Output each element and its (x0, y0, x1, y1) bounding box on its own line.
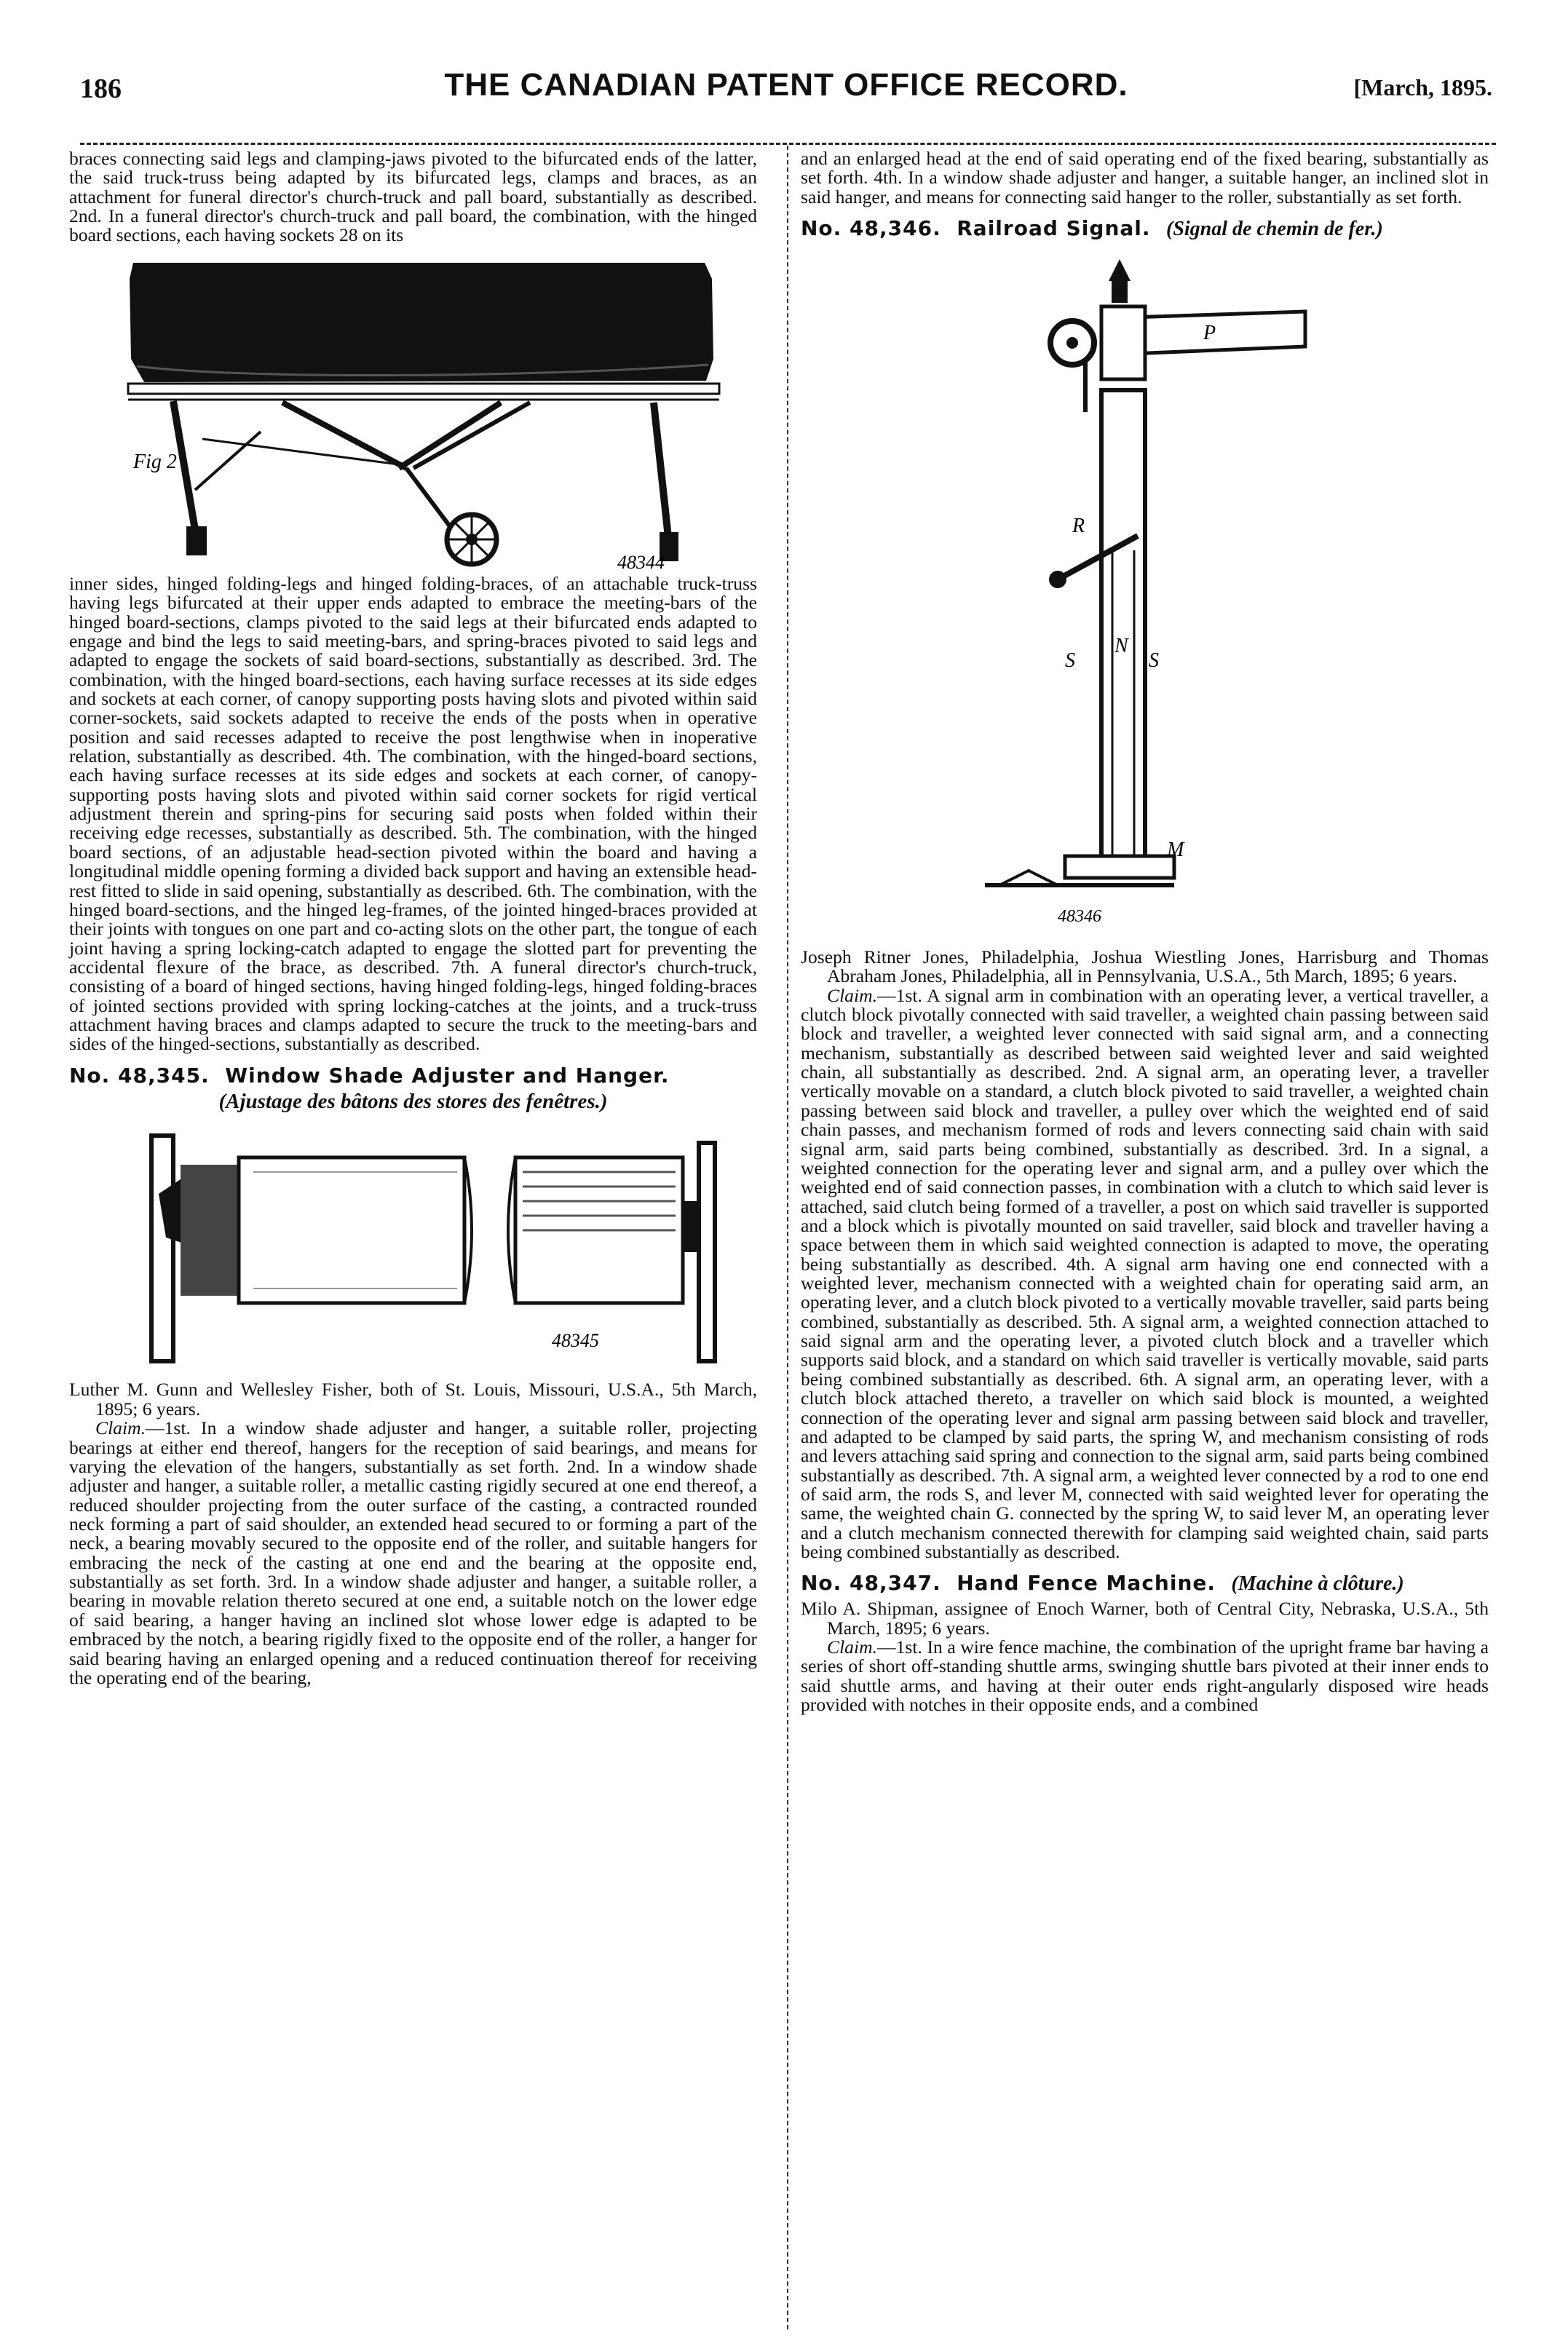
right-column (801, 149, 1489, 1714)
page-title: THE CANADIAN PATENT OFFICE RECORD. (444, 67, 1128, 103)
patent-48347-claims (801, 1638, 1489, 1714)
patent-48347-inventors: Milo A. Shipman, assignee of Enoch Warner, both of Central City, Nebraska, U.S.A., 5th March, 1895; 6 years. (801, 1598, 1489, 1639)
figure-window-shade (100, 1121, 726, 1376)
patent-title: Window Shade Adjuster and Hanger. (225, 1063, 670, 1088)
figure-number: 48345 (551, 1330, 599, 1352)
patent-french-title: (Ajustage des bâtons des stores des fenêtres.) (218, 1089, 608, 1113)
figure-funeral-truck (93, 250, 734, 570)
svg-text:M: M (1166, 838, 1184, 861)
svg-text:S: S (1064, 649, 1075, 672)
claim-label: Claim. (95, 1417, 146, 1439)
patent-44-claims-body: inner sides, hinged folding-legs and hinged folding-braces, of an attachable truck-truss having legs bifurcated at their upper ends adapted to embrace the meeting-bars of the hinged board-sections, clamps pivoted to the said legs at their bifurcated ends adapted to engage and bind the legs to said meeting-bars, and spring-braces pivoted to said legs and adapted to engage the sockets of said board-sections, substantially as described. 3rd. The combination, with the hinged board-sections, each having surface recesses at its side edges and sockets at each corner, of canopy supporting posts having slots and pivoted within said corner-sockets, said sockets adapted to receive the ends of the posts when in operative position and said recesses adapted to receive the post lengthwise when in inoperative relation, substantially as described. 4th. The combination, with the hinged-board sections, each having surface recesses at its side edges and sockets at each corner, of canopy-supporting posts having slots and pivoted within said corner sockets for rigid vertical adjustment therein and spring-pins for securing said posts when folded within their receiving edge recesses, substantially as described. 5th. The combination, with the hinged board sections, of an adjustable head-section pivoted within the board and having a longitudinal middle opening forming a divided back support and having an extensible head-rest fitted to slide in said opening, substantially as described. 6th. The combination, with the hinged board-sections, and the hinged leg-frames, of the jointed hinged-braces provided at their joints with tongues on one part and co-acting slots on the other part, the tongue of each joint having a spring locking-catch adapted to engage the slotted part for preventing the accidental flexure of the brace, as described. 7th. A funeral director's church-truck, consisting of a board of hinged sections, having hinged folding-legs, hinged folding-braces of jointed sections provided with spring locking-catches at the joints, and a truck-truss attachment having braces and clamps adapted to secure the truck to the meeting-bars and sides of the hinged-sections, substantially as described. (69, 572, 757, 1055)
figure-number: 48344 (617, 551, 665, 570)
patent-48345-heading (69, 1063, 757, 1088)
svg-text:N: N (1114, 634, 1128, 657)
patent-title: Hand Fence Machine. (957, 1571, 1216, 1596)
patent-48347-heading (801, 1573, 1489, 1595)
claim-text: —1st. In a window shade adjuster and hanger, a suitable roller, projecting bearings at either end thereof, hangers for the reception of said bearings, and means for varying the elevation of the hangers, substantially as set forth. 2nd. In a window shade adjuster and hanger, a suitable roller, a metallic casting rigidly secured at one end thereof, a reduced shoulder projecting from the outer surface of the casting, a contracted rounded neck forming a part of said shoulder, an extended head secured to or forming a part of the neck, a bearing movably secured to the opposite end of the roller, and suitable hangers for embracing the neck of the casting at one end and the bearing at the opposite end, substantially as set forth. 3rd. In a window shade adjuster and hanger, a suitable roller, a bearing in movable relation thereto secured at one end, a suitable notch on the lower edge of said bearing, a hanger having an inclined slot whose lower edge is adapted to be embraced by the notch, a bearing rigidly fixed to the opposite end of the roller, a hanger for said bearing having an enlarged opening and a reduced continuation thereof for receiving the operating end of the bearing, (69, 1417, 757, 1688)
column-divider (787, 146, 788, 2329)
patent-44-claims-continued: braces connecting said legs and clamping-jaws pivoted to the bifurcated ends of the latter, the said truck-truss being adapted by its bifurcated legs, clamps and braces, as an attachment for funeral director's church-truck and pall board, substantially as described. 2nd. In a funeral director's church-truck and pall board, the combination, with the hinged board sections, each having sockets 28 on its (69, 148, 757, 246)
page-header (80, 67, 1492, 118)
patent-48345-claims-continued: and an enlarged head at the end of said operating end of the fixed bearing, substantially as set forth. 4th. In a window shade adjuster and hanger, a suitable hanger, an inclined slot in said hanger, and means for connecting said hanger to the roller, substantially as set forth. (801, 148, 1489, 207)
patent-48346-inventors: Joseph Ritner Jones, Philadelphia, Joshua Wiestling Jones, Harrisburg and Thomas Abraham Jones, Philadelphia, all in Pennsylvania, U.S.A., 5th March, 1895; 6 years. (801, 946, 1489, 987)
figure-label: Fig 2 (132, 450, 177, 473)
header-rule (80, 143, 1496, 145)
issue-date: [March, 1895. (1353, 74, 1492, 100)
patent-48346-heading (801, 218, 1489, 240)
figure-number: 48346 (1057, 906, 1101, 926)
figure-railroad-signal (956, 245, 1334, 943)
patent-french-title: (Signal de chemin de fer.) (1166, 218, 1383, 241)
claim-label: Claim. (827, 1636, 877, 1658)
patent-title: Railroad Signal. (957, 216, 1151, 241)
patent-number: No. 48,346. (801, 216, 941, 241)
patent-number: No. 48,347. (801, 1571, 941, 1596)
page-number: 186 (80, 74, 122, 104)
svg-text:R: R (1072, 514, 1085, 537)
patent-french-title: (Machine à clôture.) (1231, 1572, 1404, 1596)
svg-text:P: P (1203, 321, 1216, 344)
patent-number: No. 48,345. (69, 1063, 210, 1088)
patent-48345-claims (69, 1419, 757, 1687)
claim-label: Claim. (827, 984, 877, 1006)
patent-48345-inventors: Luther M. Gunn and Wellesley Fisher, both of St. Louis, Missouri, U.S.A., 5th March, 1895; 6 years. (69, 1379, 757, 1419)
claim-text: —1st. In a wire fence machine, the combination of the upright frame bar having a series of short off-standing shuttle arms, swinging shuttle bars pivoted at their inner ends to said shuttle arms, and having at their outer ends right-angularly disposed wire heads provided with notches in their opposite ends, and a combined (801, 1636, 1489, 1716)
left-column (69, 149, 757, 1687)
patent-48346-claims (801, 986, 1489, 1562)
svg-text:S: S (1148, 649, 1159, 672)
claim-text: —1st. A signal arm in combination with an operating lever, a vertical traveller, a clutch block pivotally connected with said traveller, a weighted chain passing between said block and traveller, a weighted lever connected with said signal arm, and a connecting mechanism, substantially as described between said weighted lever and said weighted chain, all substantially as described. 2nd. A signal arm, an operating lever, a traveller vertically movable on a standard, a clutch block pivoted to said traveller, a weighted chain passing between said block and traveller, a pulley over which the weighted end of said chain passes, and mechanism formed of rods and levers connecting said chain with said signal arm, said parts being combined, substantially as described. 3rd. In a signal, a weighted connection for the operating lever and signal arm, and a pulley over which the weighted end of said connection passes, in combination with a clutch to which said lever is attached, said clutch being formed of a traveller, a post on which said traveller is supported and a block which is pivotally mounted on said traveller, said block and traveller having a space between them in which said weighted connection is adapted to move, the operating being substantially as described. 4th. A signal arm having one end connected with a weighted lever, mechanism connected with a weighted chain for operating said arm, an operating lever, and a clutch block pivoted to a vertically movable traveller, said parts being combined, substantially as described. 5th. A signal arm, a weighted connection attached to said signal arm and the operating lever, a pivoted clutch block and a traveller which supports said block, and a standard on which said traveller is vertically movable, said parts being combined substantially as described. 6th. A signal arm, an operating lever, with a clutch block attached thereto, a traveller on which said block is mounted, a weighted connection of the operating lever and signal arm passing between said block and traveller, and adapted to be clamped by said parts, the spring W, and mechanism consisting of rods and levers attaching said spring and connection to the signal arm, said parts being combined substantially as described. 7th. A signal arm, a weighted lever connected by a rod to one end of said arm, the rods S, and lever M, connected with said weighted lever for operating the same, the weighted chain G. connected by the spring W, to said lever M, an operating lever and a clutch mechanism connected therewith for clamping said weighted chain, said parts being combined substantially as described. (801, 984, 1489, 1563)
